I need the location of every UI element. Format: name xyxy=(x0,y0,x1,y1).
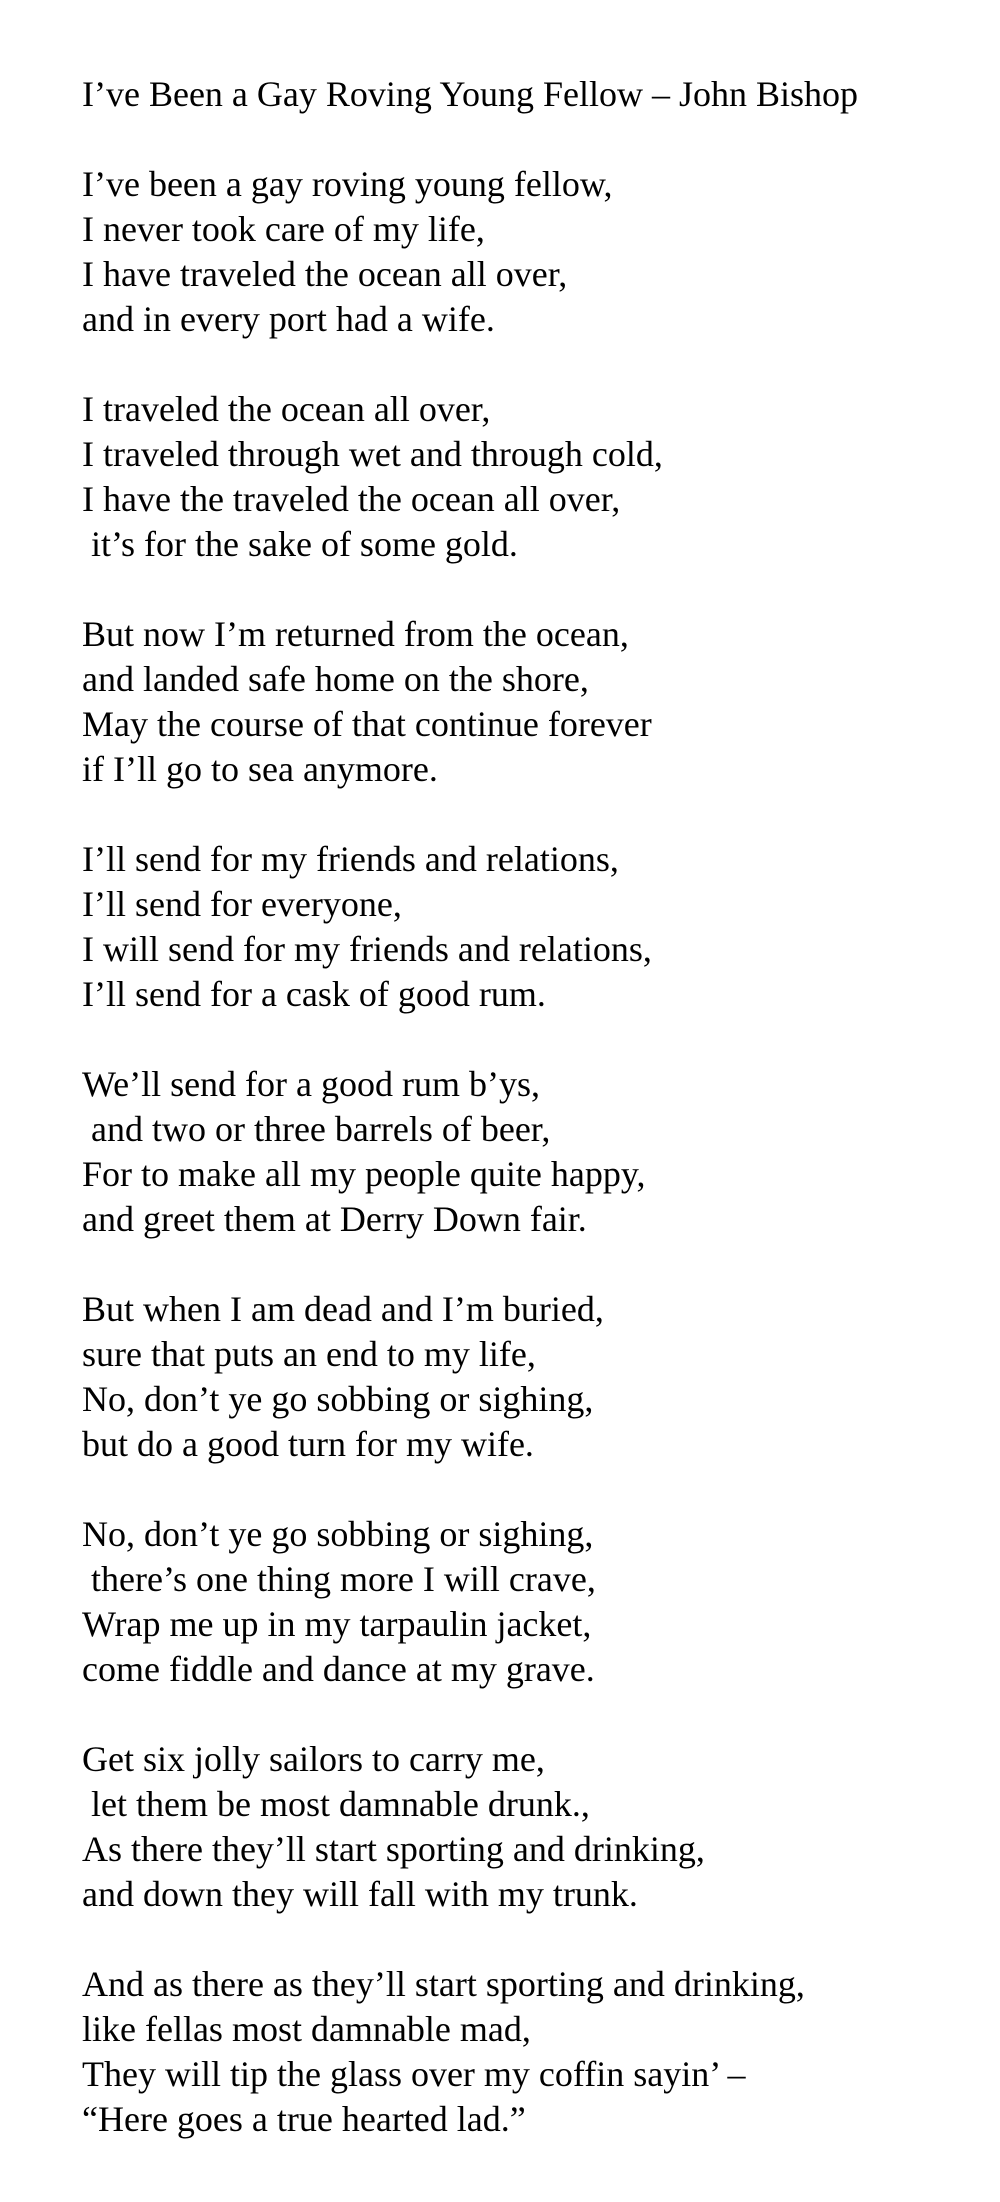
stanza-line: I traveled through wet and through cold, xyxy=(82,434,663,474)
stanza-line: As there they’ll start sporting and drinking, xyxy=(82,1829,705,1869)
stanza-line: I never took care of my life, xyxy=(82,209,485,249)
stanza-line: I’ve been a gay roving young fellow, xyxy=(82,164,613,204)
stanza-line: Get six jolly sailors to carry me, xyxy=(82,1739,545,1779)
stanza-line: and down they will fall with my trunk. xyxy=(82,1874,638,1914)
stanza-1 xyxy=(82,162,982,342)
stanza-3 xyxy=(82,612,982,792)
stanza-9 xyxy=(82,1962,982,2142)
stanza-line: but do a good turn for my wife. xyxy=(82,1424,534,1464)
stanza-line: I will send for my friends and relations, xyxy=(82,929,652,969)
stanza-line: sure that puts an end to my life, xyxy=(82,1334,536,1374)
stanza-8 xyxy=(82,1737,982,1917)
stanza-line: I have traveled the ocean all over, xyxy=(82,254,568,294)
stanza-line: let them be most damnable drunk., xyxy=(82,1784,590,1824)
stanza-line: and greet them at Derry Down fair. xyxy=(82,1199,587,1239)
stanza-line: and two or three barrels of beer, xyxy=(82,1109,551,1149)
stanza-line: For to make all my people quite happy, xyxy=(82,1154,646,1194)
stanza-line: I have the traveled the ocean all over, xyxy=(82,479,621,519)
song-title: I’ve Been a Gay Roving Young Fellow – John Bishop xyxy=(82,74,858,114)
stanza-7 xyxy=(82,1512,982,1692)
stanza-line: “Here goes a true hearted lad.” xyxy=(82,2099,526,2139)
stanza-line: Wrap me up in my tarpaulin jacket, xyxy=(82,1604,592,1644)
stanza-5 xyxy=(82,1062,982,1242)
stanza-line: I’ll send for my friends and relations, xyxy=(82,839,619,879)
stanza-2 xyxy=(82,387,982,567)
song-document xyxy=(82,72,982,2187)
stanza-line: if I’ll go to sea anymore. xyxy=(82,749,438,789)
stanza-line: May the course of that continue forever xyxy=(82,704,652,744)
stanza-line: But now I’m returned from the ocean, xyxy=(82,614,629,654)
stanza-line: there’s one thing more I will crave, xyxy=(82,1559,596,1599)
stanza-line: I’ll send for a cask of good rum. xyxy=(82,974,546,1014)
stanza-6 xyxy=(82,1287,982,1467)
stanza-line: We’ll send for a good rum b’ys, xyxy=(82,1064,540,1104)
stanza-line: They will tip the glass over my coffin sayin’ – xyxy=(82,2054,746,2094)
stanza-line: and in every port had a wife. xyxy=(82,299,495,339)
stanza-line: I’ll send for everyone, xyxy=(82,884,402,924)
stanza-line: No, don’t ye go sobbing or sighing, xyxy=(82,1514,594,1554)
stanza-line: and landed safe home on the shore, xyxy=(82,659,589,699)
stanza-line: But when I am dead and I’m buried, xyxy=(82,1289,604,1329)
stanza-4 xyxy=(82,837,982,1017)
stanza-line: it’s for the sake of some gold. xyxy=(82,524,518,564)
stanza-line: And as there as they’ll start sporting and drinking, xyxy=(82,1964,805,2004)
stanza-line: No, don’t ye go sobbing or sighing, xyxy=(82,1379,594,1419)
stanza-line: I traveled the ocean all over, xyxy=(82,389,491,429)
stanza-line: like fellas most damnable mad, xyxy=(82,2009,531,2049)
stanza-line: come fiddle and dance at my grave. xyxy=(82,1649,595,1689)
